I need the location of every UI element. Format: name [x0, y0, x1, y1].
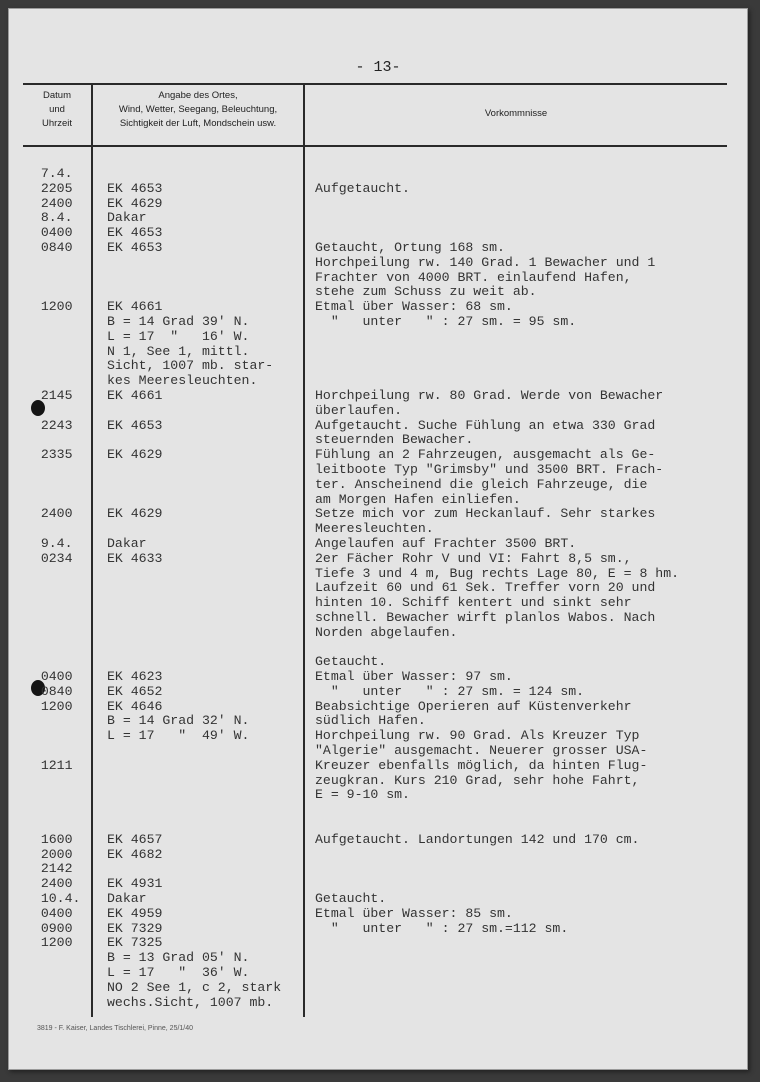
- log-line: 0234: [25, 550, 73, 566]
- log-line: [315, 641, 679, 656]
- log-line: [25, 596, 80, 611]
- log-line: EK 4633: [107, 550, 163, 566]
- log-line: [107, 803, 281, 818]
- header-line: Vorkommnisse: [484, 108, 548, 119]
- log-line: 1600: [25, 831, 73, 847]
- log-line: [25, 285, 80, 300]
- log-line: [107, 493, 281, 508]
- log-line: [315, 167, 679, 182]
- log-line: 10.4.: [25, 891, 81, 907]
- log-line: 2142: [25, 861, 73, 877]
- log-line: EK 7329: [107, 920, 163, 936]
- log-line: 0840: [25, 683, 73, 699]
- log-line: [107, 611, 281, 626]
- log-line: 2205: [25, 180, 73, 196]
- log-line: [107, 522, 281, 537]
- log-line: 1200: [25, 299, 73, 315]
- log-line: [107, 433, 281, 448]
- header-line: Sichtigkeit der Luft, Mondschein usw.: [119, 118, 277, 129]
- log-line: Aufgetaucht.: [315, 180, 410, 196]
- log-line: [315, 330, 679, 345]
- log-line: EK 4623: [107, 669, 163, 685]
- log-line: [25, 774, 80, 789]
- log-line: Kreuzer ebenfalls möglich, da hinten Flug-: [315, 757, 648, 773]
- log-line: B = 14 Grad 32' N.: [107, 713, 250, 729]
- log-line: [25, 315, 80, 330]
- log-line: [315, 226, 679, 241]
- log-line: EK 4652: [107, 683, 163, 699]
- log-line: am Morgen Hafen einliefen.: [315, 491, 521, 507]
- log-line: EK 4653: [107, 239, 163, 255]
- log-line: [25, 374, 80, 389]
- log-line: [107, 818, 281, 833]
- log-line: [107, 167, 281, 182]
- log-line: EK 4646: [107, 698, 163, 714]
- log-line: Dakar: [107, 535, 147, 551]
- log-line: wechs.Sicht, 1007 mb.: [107, 994, 274, 1010]
- log-line: [25, 626, 80, 641]
- header-datum: [23, 89, 91, 131]
- log-line: [315, 374, 679, 389]
- log-line: [315, 818, 679, 833]
- log-line: [107, 641, 281, 656]
- log-line: überlaufen.: [315, 402, 403, 418]
- log-line: [25, 744, 80, 759]
- log-line: [315, 862, 679, 877]
- log-line: EK 4653: [107, 225, 163, 241]
- log-line: [25, 404, 80, 419]
- log-line: EK 7325: [107, 935, 163, 951]
- log-line: Sicht, 1007 mb. star-: [107, 358, 274, 374]
- log-line: " unter " : 27 sm. = 124 sm.: [315, 683, 585, 699]
- log-line: [107, 256, 281, 271]
- log-line: Etmal über Wasser: 97 sm.: [315, 669, 513, 685]
- log-line: EK 4629: [107, 195, 163, 211]
- log-line: Getaucht.: [315, 654, 387, 670]
- log-line: [25, 271, 80, 286]
- log-line: [315, 359, 679, 374]
- header-line: und: [49, 104, 65, 115]
- log-line: leitboote Typ "Grimsby" und 3500 BRT. Frach-: [315, 461, 664, 477]
- header-bottom-rule: [23, 145, 727, 147]
- log-line: 1211: [25, 757, 73, 773]
- log-line: EK 4629: [107, 447, 163, 463]
- log-line: Aufgetaucht. Landortungen 142 und 170 cm.: [315, 831, 640, 847]
- log-line: [25, 330, 80, 345]
- log-line: steuernden Bewacher.: [315, 432, 474, 448]
- log-line: 2000: [25, 846, 73, 862]
- log-line: [107, 478, 281, 493]
- log-line: kes Meeresleuchten.: [107, 373, 258, 389]
- log-line: L = 17 " 36' W.: [107, 965, 250, 981]
- log-line: "Algerie" ausgemacht. Neuerer grosser USA-: [315, 743, 648, 759]
- log-line: Fühlung an 2 Fahrzeugen, ausgemacht als Ge-: [315, 447, 656, 463]
- log-line: 0840: [25, 239, 73, 255]
- column-divider-1: [91, 85, 93, 1017]
- log-line: 2335: [25, 447, 73, 463]
- column-event-entries: [315, 167, 679, 936]
- log-line: [25, 493, 80, 508]
- log-line: 2400: [25, 195, 73, 211]
- log-sheet: [8, 8, 748, 1070]
- log-line: [315, 345, 679, 360]
- log-line: [107, 581, 281, 596]
- log-line: EK 4661: [107, 387, 163, 403]
- log-line: L = 17 " 16' W.: [107, 328, 250, 344]
- log-line: [25, 567, 80, 582]
- log-line: B = 13 Grad 05' N.: [107, 950, 250, 966]
- log-line: [25, 345, 80, 360]
- header-line: Datum: [43, 90, 71, 101]
- log-line: Aufgetaucht. Suche Fühlung an etwa 330 Grad: [315, 417, 656, 433]
- log-line: 2400: [25, 876, 73, 892]
- log-line: [315, 803, 679, 818]
- log-line: Getaucht, Ortung 168 sm.: [315, 239, 505, 255]
- header-ort: [93, 89, 303, 131]
- log-line: [107, 271, 281, 286]
- log-line: 2400: [25, 506, 73, 522]
- log-line: 0400: [25, 669, 73, 685]
- log-line: [25, 581, 80, 596]
- log-line: Dakar: [107, 891, 147, 907]
- log-line: [25, 611, 80, 626]
- log-line: [107, 759, 281, 774]
- log-line: EK 4653: [107, 180, 163, 196]
- log-line: [107, 774, 281, 789]
- log-line: 2243: [25, 417, 73, 433]
- log-line: 0900: [25, 920, 73, 936]
- log-line: Horchpeilung rw. 80 Grad. Werde von Bewacher: [315, 387, 664, 403]
- log-line: Meeresleuchten.: [315, 521, 434, 537]
- printer-footer: 3819 - F. Kaiser, Landes Tischlerei, Pinne, 25/1/40: [37, 1025, 194, 1032]
- header-line: Wind, Wetter, Seegang, Beleuchtung,: [118, 104, 278, 115]
- log-line: ter. Anscheinend die gleich Fahrzeuge, die: [315, 476, 648, 492]
- column-position-entries: [107, 167, 281, 1010]
- log-line: Getaucht.: [315, 891, 387, 907]
- log-line: [107, 596, 281, 611]
- log-line: [107, 788, 281, 803]
- log-line: südlich Hafen.: [315, 713, 426, 729]
- log-line: [107, 862, 281, 877]
- header-line: Uhrzeit: [41, 118, 73, 129]
- log-line: 0400: [25, 225, 73, 241]
- log-line: Etmal über Wasser: 85 sm.: [315, 905, 513, 921]
- log-line: B = 14 Grad 39' N.: [107, 313, 250, 329]
- log-line: zeugkran. Kurs 210 Grad, sehr hohe Fahrt,: [315, 772, 640, 788]
- log-line: Setze mich vor zum Heckanlauf. Sehr starkes: [315, 506, 656, 522]
- log-line: 9.4.: [25, 535, 73, 551]
- log-line: EK 4629: [107, 506, 163, 522]
- log-line: stehe zum Schuss zu weit ab.: [315, 284, 537, 300]
- log-line: [107, 285, 281, 300]
- log-line: Frachter von 4000 BRT. einlaufend Hafen,: [315, 269, 632, 285]
- log-line: [25, 463, 80, 478]
- log-line: [25, 788, 80, 803]
- log-line: [315, 211, 679, 226]
- log-line: Laufzeit 60 und 61 Sek. Treffer vorn 20 und: [315, 580, 656, 596]
- column-time-entries: [25, 167, 80, 951]
- log-line: [107, 567, 281, 582]
- log-line: N 1, See 1, mittl.: [107, 343, 250, 359]
- log-line: 2er Fächer Rohr V und VI: Fahrt 8,5 sm.,: [315, 550, 632, 566]
- log-line: [25, 655, 80, 670]
- log-line: [315, 877, 679, 892]
- header-top-rule: [23, 83, 727, 85]
- log-line: NO 2 See 1, c 2, stark: [107, 979, 282, 995]
- log-line: Angelaufen auf Frachter 3500 BRT.: [315, 535, 577, 551]
- log-line: [107, 655, 281, 670]
- log-line: EK 4931: [107, 876, 163, 892]
- log-line: [25, 522, 80, 537]
- log-line: Horchpeilung rw. 140 Grad. 1 Bewacher und 1: [315, 254, 656, 270]
- log-line: schnell. Bewacher wirft planlos Wabos. Nach: [315, 609, 656, 625]
- header-vorkommnisse: [305, 107, 727, 121]
- page-number: - 13-: [355, 59, 401, 76]
- log-line: Tiefe 3 und 4 m, Bug rechts Lage 80, E = 8 hm.: [315, 565, 680, 581]
- log-line: [315, 848, 679, 863]
- log-line: Dakar: [107, 210, 147, 226]
- log-line: 0400: [25, 905, 73, 921]
- log-line: L = 17 " 49' W.: [107, 728, 250, 744]
- log-line: 1200: [25, 935, 73, 951]
- log-line: EK 4661: [107, 299, 163, 315]
- log-line: [25, 433, 80, 448]
- log-line: 8.4.: [25, 210, 73, 226]
- log-line: [107, 626, 281, 641]
- log-line: [107, 404, 281, 419]
- log-line: 1200: [25, 698, 73, 714]
- log-line: [107, 744, 281, 759]
- log-line: [25, 803, 80, 818]
- log-line: " unter " : 27 sm.=112 sm.: [315, 920, 569, 936]
- log-line: Etmal über Wasser: 68 sm.: [315, 299, 513, 315]
- log-line: EK 4959: [107, 905, 163, 921]
- log-line: hinten 10. Schiff kentert und sinkt sehr: [315, 595, 632, 611]
- log-line: EK 4682: [107, 846, 163, 862]
- log-line: [25, 714, 80, 729]
- log-line: [25, 359, 80, 374]
- column-divider-2: [303, 85, 305, 1017]
- log-line: EK 4653: [107, 417, 163, 433]
- log-line: [315, 197, 679, 212]
- log-line: Beabsichtige Operieren auf Küstenverkehr: [315, 698, 632, 714]
- log-line: Norden abgelaufen.: [315, 624, 458, 640]
- log-line: [25, 641, 80, 656]
- log-line: 7.4.: [25, 166, 73, 181]
- log-line: [25, 729, 80, 744]
- log-line: Horchpeilung rw. 90 Grad. Als Kreuzer Typ: [315, 728, 640, 744]
- log-line: [107, 463, 281, 478]
- log-line: E = 9-10 sm.: [315, 787, 410, 803]
- log-line: " unter " : 27 sm. = 95 sm.: [315, 313, 577, 329]
- log-line: 2145: [25, 387, 73, 403]
- log-line: EK 4657: [107, 831, 163, 847]
- log-line: [25, 478, 80, 493]
- log-line: [25, 256, 80, 271]
- log-line: [25, 818, 80, 833]
- header-line: Angabe des Ortes,: [158, 90, 238, 101]
